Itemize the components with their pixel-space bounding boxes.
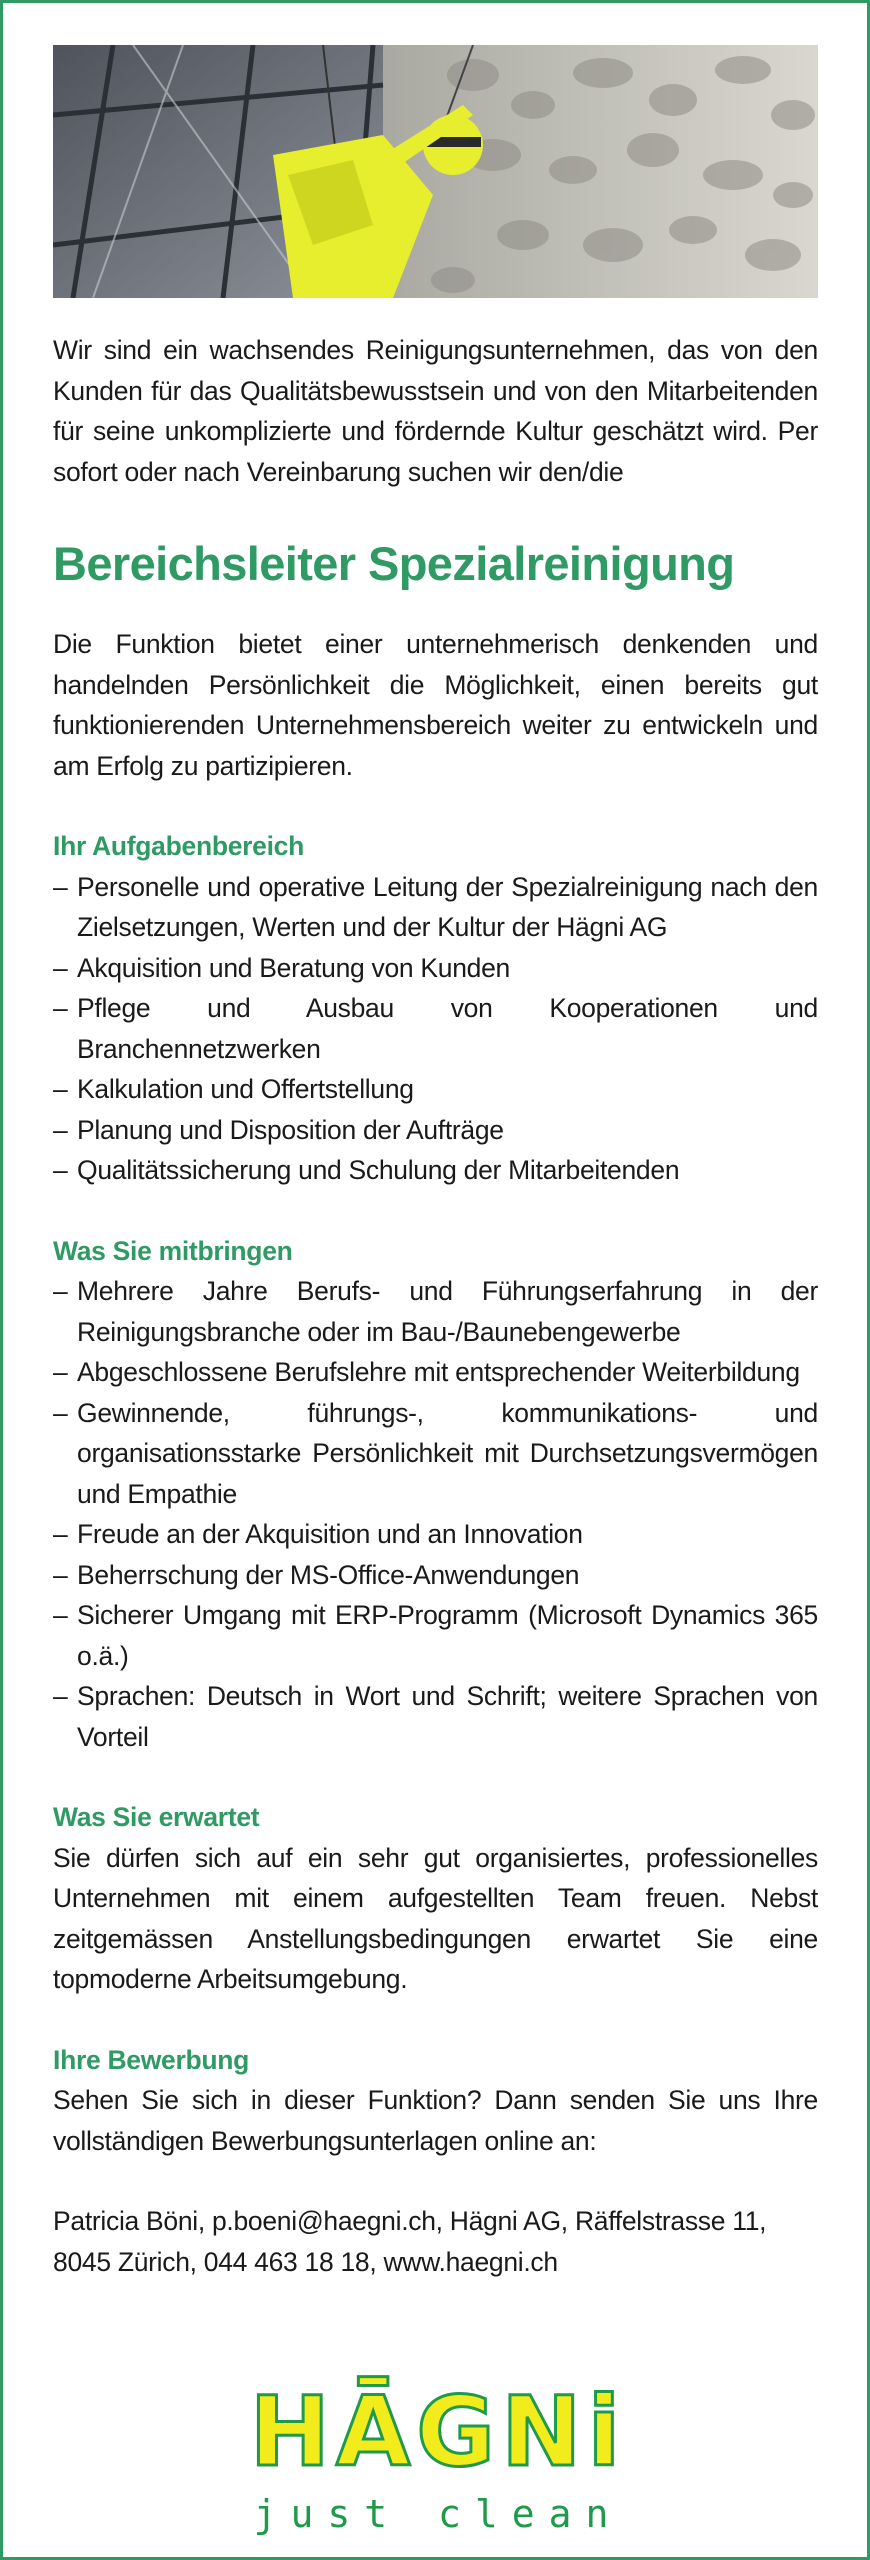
list-item: – Freude an der Akquisition und an Innovation bbox=[53, 1514, 818, 1555]
application-heading: Ihre Bewerbung bbox=[53, 2044, 250, 2075]
logo-wordmark: HĀGNi bbox=[249, 2376, 627, 2488]
intro-text: Wir sind ein wachsendes Reinigungsunternehmen, das von den Kunden für das Qualitätsbewusstsein und von den Mitarbeitenden für seine unkomplizierte und fördernde Kultur geschätzt wird. Per sofort oder nach Vereinbarung suchen wir den/die bbox=[53, 335, 818, 487]
list-item: – Akquisition und Beratung von Kunden bbox=[53, 948, 818, 989]
tasks-list bbox=[53, 867, 818, 1191]
list-item: – Qualitätssicherung und Schulung der Mitarbeitenden bbox=[53, 1150, 818, 1191]
list-item: – Mehrere Jahre Berufs- und Führungserfahrung in der Reinigungsbranche oder im Bau-/Baunebengewerbe bbox=[53, 1271, 818, 1352]
hero-illustration bbox=[53, 45, 818, 298]
contact-line-2: 8045 Zürich, 044 463 18 18, www.haegni.ch bbox=[53, 2246, 558, 2277]
list-item: – Sicherer Umgang mit ERP-Programm (Microsoft Dynamics 365 o.ä.) bbox=[53, 1595, 818, 1676]
requirements-list bbox=[53, 1271, 818, 1757]
contact-block bbox=[53, 2201, 818, 2282]
job-title: Bereichsleiter Spezialreinigung bbox=[53, 537, 735, 590]
contact-line-1: Patricia Böni, p.boeni@haegni.ch, Hägni AG, Räffelstrasse 11, bbox=[53, 2206, 767, 2236]
application-text: Sehen Sie sich in dieser Funktion? Dann senden Sie uns Ihre vollständigen Bewerbungsunterlagen online an: bbox=[53, 2085, 818, 2156]
list-item: – Gewinnende, führungs-, kommunikations- und organisationsstarke Persönlichkeit mit Durchsetzungsvermögen und Empathie bbox=[53, 1393, 818, 1515]
offer-text: Sie dürfen sich auf ein sehr gut organisiertes, professionelles Unternehmen mit einem aufgestellten Team freuen. Nebst zeitgemässen Anstellungsbedingungen erwartet Sie eine topmoderne Arbeitsumgebung. bbox=[53, 1842, 818, 1994]
list-item: – Planung und Disposition der Aufträge bbox=[53, 1110, 818, 1151]
list-item: – Kalkulation und Offertstellung bbox=[53, 1069, 818, 1110]
logo-graphic bbox=[228, 2370, 648, 2540]
list-item: – Sprachen: Deutsch in Wort und Schrift; weitere Sprachen von Vorteil bbox=[53, 1676, 818, 1757]
list-item: – Pflege und Ausbau von Kooperationen und Branchennetzwerken bbox=[53, 988, 818, 1069]
list-item: – Abgeschlossene Berufslehre mit entsprechender Weiterbildung bbox=[53, 1352, 818, 1393]
function-text: Die Funktion bietet einer unternehmerisch denkenden und handelnden Persönlichkeit die Möglichkeit, einen bereits gut funktionierenden Unternehmensbereich weiter zu entwickeln und am Erfolg zu partizipieren. bbox=[53, 629, 818, 781]
list-item: – Beherrschung der MS-Office-Anwendungen bbox=[53, 1555, 818, 1596]
offer-heading: Was Sie erwartet bbox=[53, 1802, 260, 1832]
ad-content bbox=[53, 330, 818, 2282]
haegni-logo bbox=[228, 2370, 648, 2540]
tasks-heading: Ihr Aufgabenbereich bbox=[53, 831, 304, 861]
logo-tagline: just clean bbox=[253, 2492, 623, 2536]
requirements-heading: Was Sie mitbringen bbox=[53, 1235, 293, 1266]
hero-image bbox=[53, 45, 818, 298]
list-item: – Personelle und operative Leitung der Spezialreinigung nach den Zielsetzungen, Werten und der Kultur der Hägni AG bbox=[53, 867, 818, 948]
